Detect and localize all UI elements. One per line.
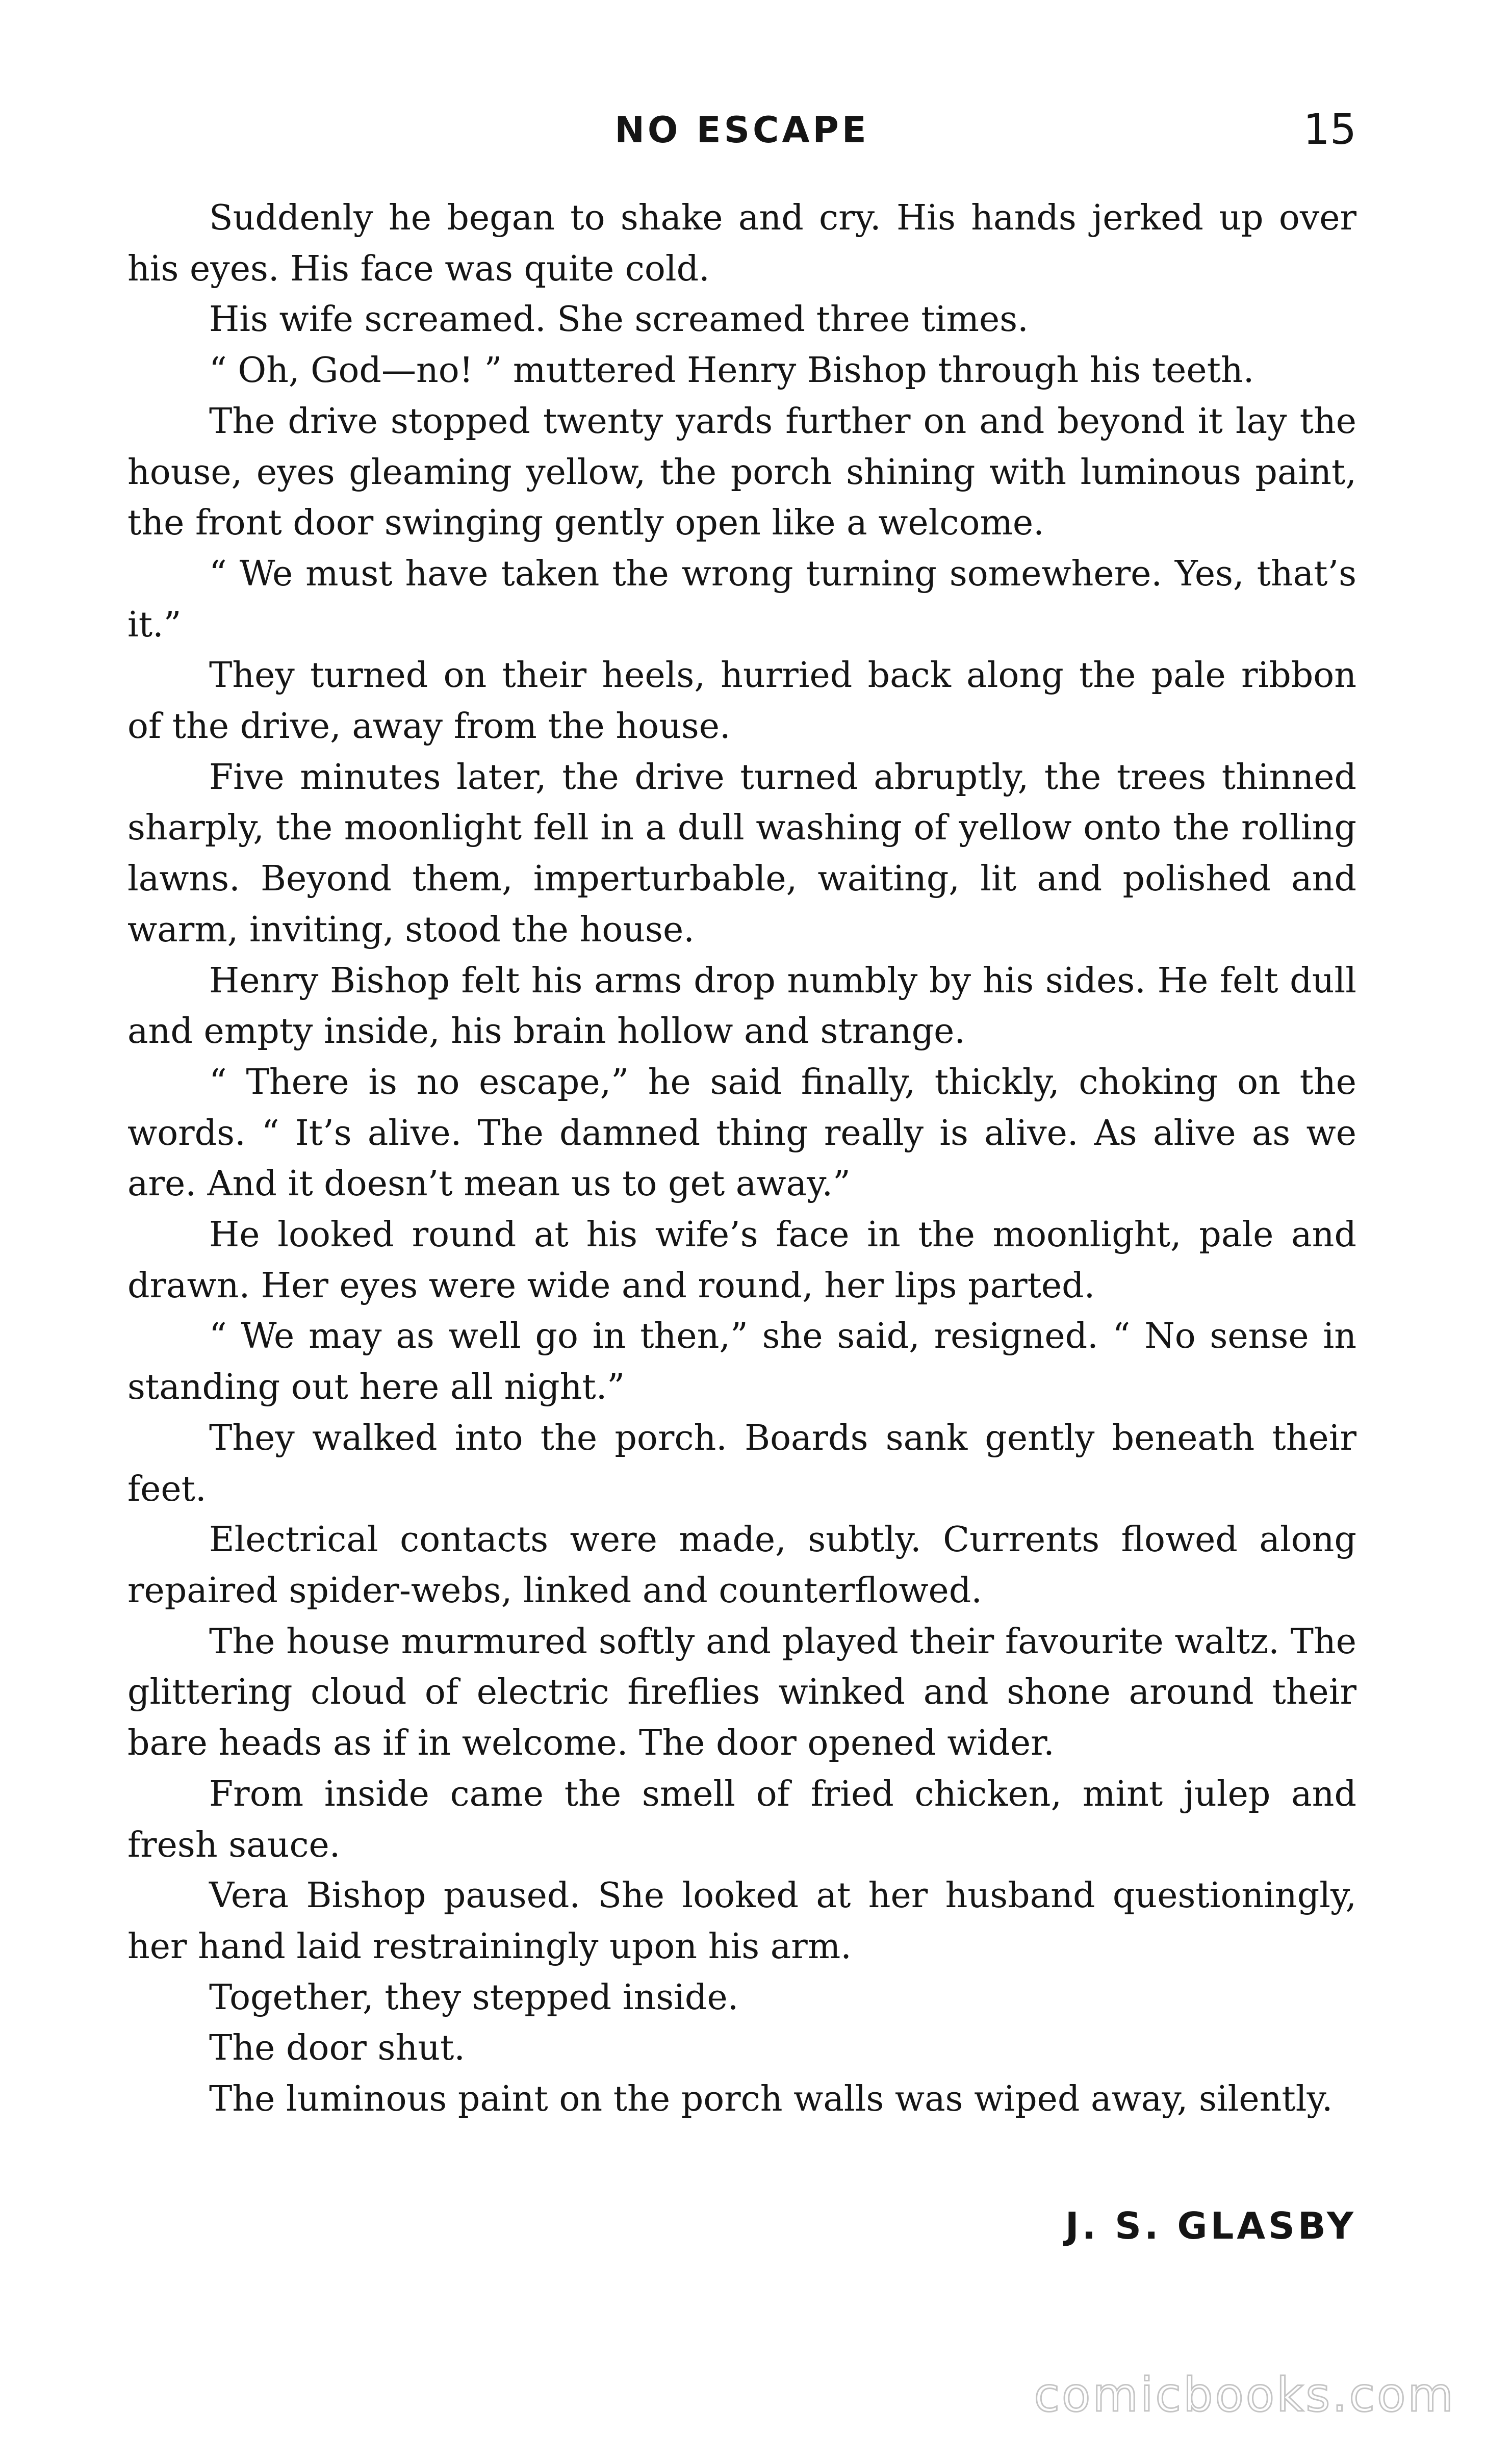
paragraph: His wife screamed. She screamed three times. xyxy=(209,299,1029,340)
paragraph: He looked round at his wife’s face in the moonlight, pale and drawn. Her eyes were wide and round, her lips parted. xyxy=(127,1215,1356,1306)
paragraph: Henry Bishop felt his arms drop numbly by his sides. He felt dull and empty inside, his brain hollow and strange. xyxy=(127,960,1356,1052)
paragraph: Electrical contacts were made, subtly. Currents flowed along repaired spider-webs, linked and counterflowed. xyxy=(127,1520,1356,1611)
story-text xyxy=(127,193,1356,2125)
paragraph: “ We must have taken the wrong turning somewhere. Yes, that’s it.” xyxy=(127,553,1356,645)
paragraph: The drive stopped twenty yards further on and beyond it lay the house, eyes gleaming yellow, the porch shining with luminous paint, the front door swinging gently open like a welcome. xyxy=(127,401,1356,544)
paragraph: The door shut. xyxy=(209,2028,465,2069)
running-head xyxy=(127,102,1356,158)
paragraph: Vera Bishop paused. She looked at her husband questioningly, her hand laid restrainingly upon his arm. xyxy=(127,1876,1356,1967)
paragraph: Suddenly he began to shake and cry. His hands jerked up over his eyes. His face was quite cold. xyxy=(127,198,1356,289)
running-title: NO ESCAPE xyxy=(614,109,869,151)
paragraph: Five minutes later, the drive turned abruptly, the trees thinned sharply, the moonlight fell in a dull washing of yellow onto the rolling lawns. Beyond them, imperturbable, waiting, lit and polished and warm, inviting, stood the house. xyxy=(127,757,1356,950)
paragraph: “ Oh, God—no! ” muttered Henry Bishop through his teeth. xyxy=(209,350,1254,391)
paragraph: “ We may as well go in then,” she said, resigned. “ No sense in standing out here all night.” xyxy=(127,1316,1356,1408)
page-number: 15 xyxy=(1303,106,1356,154)
paragraph: They turned on their heels, hurried back along the pale ribbon of the drive, away from the house. xyxy=(127,655,1356,747)
site-watermark: comicbooks.com xyxy=(1034,2368,1455,2422)
paragraph: They walked into the porch. Boards sank gently beneath their feet. xyxy=(127,1418,1356,1509)
paragraph: From inside came the smell of fried chicken, mint julep and fresh sauce. xyxy=(127,1774,1356,1865)
paragraph: “ There is no escape,” he said finally, thickly, choking on the words. “ It’s alive. The damned thing really is alive. As alive as we are. And it doesn’t mean us to get away.” xyxy=(127,1062,1356,1204)
paragraph: The house murmured softly and played their favourite waltz. The glittering cloud of electric fireflies winked and shone around their bare heads as if in welcome. The door opened wider. xyxy=(127,1621,1356,1764)
paragraph: Together, they stepped inside. xyxy=(209,1977,739,2018)
paragraph: The luminous paint on the porch walls was wiped away, silently. xyxy=(209,2079,1333,2120)
author-signature: J. S. GLASBY xyxy=(1065,2204,1356,2247)
